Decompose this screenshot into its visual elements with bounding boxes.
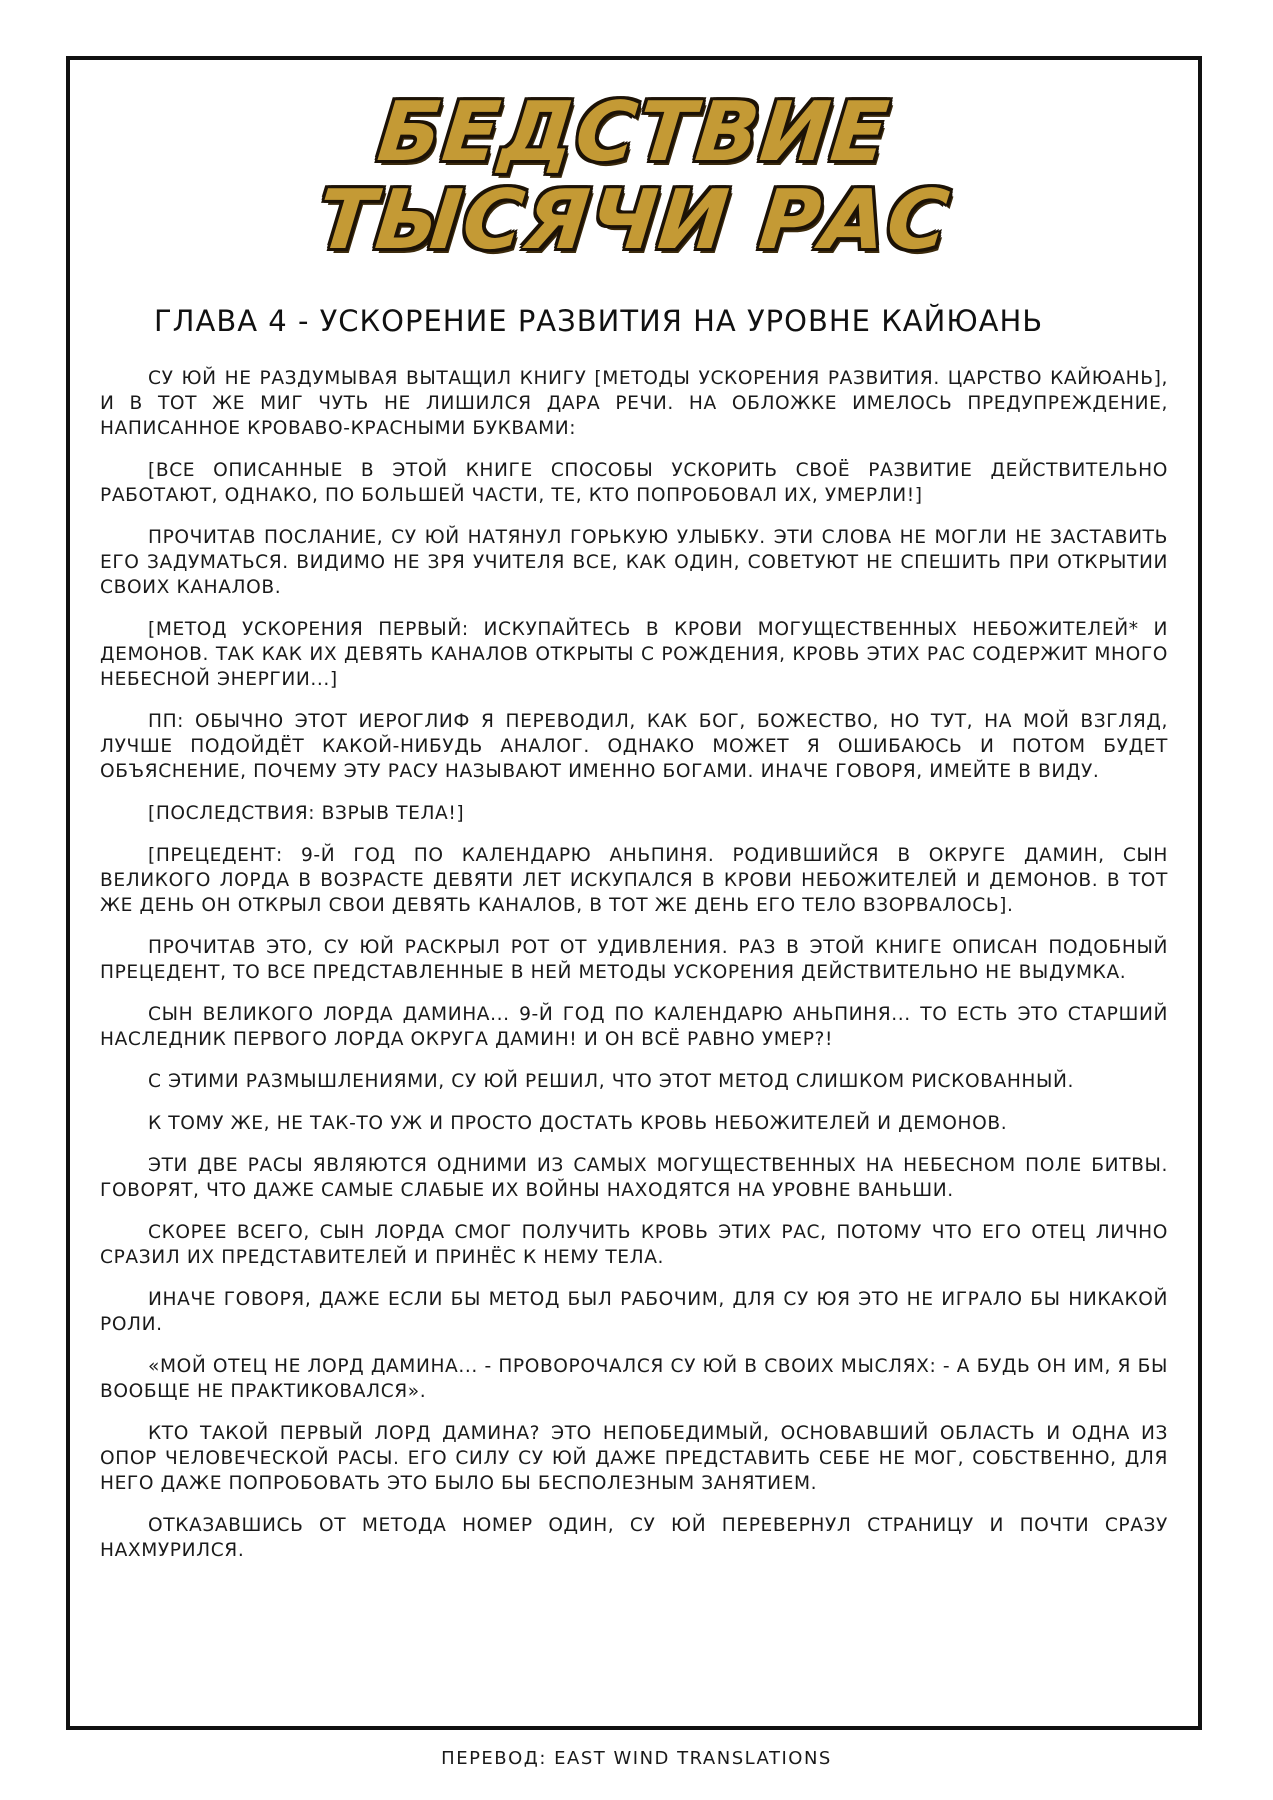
paragraph: КТО ТАКОЙ ПЕРВЫЙ ЛОРД ДАМИНА? ЭТО НЕПОБЕДИМЫЙ, ОСНОВАВШИЙ ОБЛАСТЬ И ОДНА ИЗ ОПОР ЧЕЛОВЕЧЕСКОЙ РАСЫ. ЕГО СИЛУ СУ ЮЙ ДАЖЕ ПРЕДСТАВИТЬ СЕБЕ НЕ МОГ, СОБСТВЕННО, ДЛЯ НЕГО ДАЖЕ ПОПРОБОВАТЬ ЭТО БЫЛО БЫ БЕСПОЛЕЗНЫМ ЗАНЯТИЕМ. [100, 1423, 1168, 1494]
paragraph: ПРОЧИТАВ ЭТО, СУ ЮЙ РАСКРЫЛ РОТ ОТ УДИВЛЕНИЯ. РАЗ В ЭТОЙ КНИГЕ ОПИСАН ПОДОБНЫЙ ПРЕЦЕДЕНТ, ТО ВСЕ ПРЕДСТАВЛЕННЫЕ В НЕЙ МЕТОДЫ УСКОРЕНИЯ ДЕЙСТВИТЕЛЬНО НЕ ВЫДУМКА. [100, 937, 1168, 983]
series-logo [70, 85, 1198, 268]
page-frame [66, 56, 1202, 1730]
paragraph: ИНАЧЕ ГОВОРЯ, ДАЖЕ ЕСЛИ БЫ МЕТОД БЫЛ РАБОЧИМ, ДЛЯ СУ ЮЯ ЭТО НЕ ИГРАЛО БЫ НИКАКОЙ РОЛИ. [100, 1289, 1168, 1335]
paragraph: «МОЙ ОТЕЦ НЕ ЛОРД ДАМИНА... - ПРОВОРОЧАЛСЯ СУ ЮЙ В СВОИХ МЫСЛЯХ: - А БУДЬ ОН ИМ, Я БЫ ВООБЩЕ НЕ ПРАКТИКОВАЛСЯ». [100, 1356, 1168, 1402]
paragraph: [ПРЕЦЕДЕНТ: 9-Й ГОД ПО КАЛЕНДАРЮ АНЬПИНЯ. РОДИВШИЙСЯ В ОКРУГЕ ДАМИН, СЫН ВЕЛИКОГО ЛОРДА В ВОЗРАСТЕ ДЕВЯТИ ЛЕТ ИСКУПАЛСЯ В КРОВИ НЕБОЖИТЕЛЕЙ И ДЕМОНОВ. В ТОТ ЖЕ ДЕНЬ ОН ОТКРЫЛ СВОИ ДЕВЯТЬ КАНАЛОВ, В ТОТ ЖЕ ДЕНЬ ЕГО ТЕЛО ВЗОРВАЛОСЬ]. [100, 845, 1168, 916]
paragraph: ПРОЧИТАВ ПОСЛАНИЕ, СУ ЮЙ НАТЯНУЛ ГОРЬКУЮ УЛЫБКУ. ЭТИ СЛОВА НЕ МОГЛИ НЕ ЗАСТАВИТЬ ЕГО ЗАДУМАТЬСЯ. ВИДИМО НЕ ЗРЯ УЧИТЕЛЯ ВСЕ, КАК ОДИН, СОВЕТУЮТ НЕ СПЕШИТЬ ПРИ ОТКРЫТИИ СВОИХ КАНАЛОВ. [100, 527, 1168, 598]
paragraph: СКОРЕЕ ВСЕГО, СЫН ЛОРДА СМОГ ПОЛУЧИТЬ КРОВЬ ЭТИХ РАС, ПОТОМУ ЧТО ЕГО ОТЕЦ ЛИЧНО СРАЗИЛ ИХ ПРЕДСТАВИТЕЛЕЙ И ПРИНЁС К НЕМУ ТЕЛА. [100, 1222, 1168, 1268]
paragraph: СЫН ВЕЛИКОГО ЛОРДА ДАМИНА... 9-Й ГОД ПО КАЛЕНДАРЮ АНЬПИНЯ... ТО ЕСТЬ ЭТО СТАРШИЙ НАСЛЕДНИК ПЕРВОГО ЛОРДА ОКРУГА ДАМИН! И ОН ВСЁ РАВНО УМЕР?! [100, 1004, 1168, 1050]
paragraph: С ЭТИМИ РАЗМЫШЛЕНИЯМИ, СУ ЮЙ РЕШИЛ, ЧТО ЭТОТ МЕТОД СЛИШКОМ РИСКОВАННЫЙ. [148, 1071, 1075, 1092]
paragraph: ОТКАЗАВШИСЬ ОТ МЕТОДА НОМЕР ОДИН, СУ ЮЙ ПЕРЕВЕРНУЛ СТРАНИЦУ И ПОЧТИ СРАЗУ НАХМУРИЛСЯ. [100, 1515, 1168, 1561]
chapter-text [100, 366, 1168, 1580]
paragraph: [ПОСЛЕДСТВИЯ: ВЗРЫВ ТЕЛА!] [148, 803, 465, 824]
paragraph: ЭТИ ДВЕ РАСЫ ЯВЛЯЮТСЯ ОДНИМИ ИЗ САМЫХ МОГУЩЕСТВЕННЫХ НА НЕБЕСНОМ ПОЛЕ БИТВЫ. ГОВОРЯТ, ЧТО ДАЖЕ САМЫЕ СЛАБЫЕ ИХ ВОЙНЫ НАХОДЯТСЯ НА УРОВНЕ ВАНЬШИ. [100, 1155, 1168, 1201]
paragraph: [ВСЕ ОПИСАННЫЕ В ЭТОЙ КНИГЕ СПОСОБЫ УСКОРИТЬ СВОЁ РАЗВИТИЕ ДЕЙСТВИТЕЛЬНО РАБОТАЮТ, ОДНАКО, ПО БОЛЬШЕЙ ЧАСТИ, ТЕ, КТО ПОПРОБОВАЛ ИХ, УМЕРЛИ!] [100, 460, 1168, 506]
paragraph: К ТОМУ ЖЕ, НЕ ТАК-ТО УЖ И ПРОСТО ДОСТАТЬ КРОВЬ НЕБОЖИТЕЛЕЙ И ДЕМОНОВ. [148, 1113, 1008, 1134]
logo-line-2: ТЫСЯЧИ РАС [313, 173, 955, 268]
paragraph: СУ ЮЙ НЕ РАЗДУМЫВАЯ ВЫТАЩИЛ КНИГУ [МЕТОДЫ УСКОРЕНИЯ РАЗВИТИЯ. ЦАРСТВО КАЙЮАНЬ], И В ТОТ ЖЕ МИГ ЧУТЬ НЕ ЛИШИЛСЯ ДАРА РЕЧИ. НА ОБЛОЖКЕ ИМЕЛОСЬ ПРЕДУПРЕЖДЕНИЕ, НАПИСАННОЕ КРОВАВО-КРАСНЫМИ БУКВАМИ: [100, 368, 1168, 439]
chapter-title: ГЛАВА 4 - УСКОРЕНИЕ РАЗВИТИЯ НА УРОВНЕ КАЙЮАНЬ [154, 304, 1044, 338]
logo-line-1: БЕДСТВИЕ [373, 85, 895, 180]
translation-credit: ПЕРЕВОД: EAST WIND TRANSLATIONS [441, 1748, 832, 1769]
paragraph: [МЕТОД УСКОРЕНИЯ ПЕРВЫЙ: ИСКУПАЙТЕСЬ В КРОВИ МОГУЩЕСТВЕННЫХ НЕБОЖИТЕЛЕЙ* И ДЕМОНОВ. ТАК КАК ИХ ДЕВЯТЬ КАНАЛОВ ОТКРЫТЫ С РОЖДЕНИЯ, КРОВЬ ЭТИХ РАС СОДЕРЖИТ МНОГО НЕБЕСНОЙ ЭНЕРГИИ...] [100, 619, 1168, 690]
translator-note: ПП: ОБЫЧНО ЭТОТ ИЕРОГЛИФ Я ПЕРЕВОДИЛ, КАК БОГ, БОЖЕСТВО, НО ТУТ, НА МОЙ ВЗГЛЯД, ЛУЧШЕ ПОДОЙДЁТ КАКОЙ-НИБУДЬ АНАЛОГ. ОДНАКО МОЖЕТ Я ОШИБАЮСЬ И ПОТОМ БУДЕТ ОБЪЯСНЕНИЕ, ПОЧЕМУ ЭТУ РАСУ НАЗЫВАЮТ ИМЕННО БОГАМИ. ИНАЧЕ ГОВОРЯ, ИМЕЙТЕ В ВИДУ. [100, 711, 1168, 782]
